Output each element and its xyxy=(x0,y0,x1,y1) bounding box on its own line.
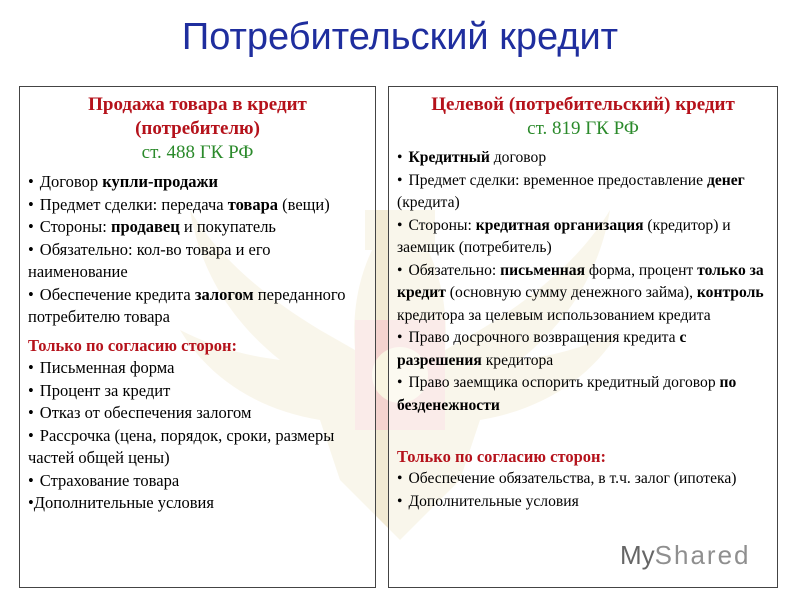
list-item-text: купли-продажи xyxy=(102,172,219,191)
list-item-text: Страхование товара xyxy=(39,470,180,490)
bullet: • xyxy=(397,329,403,346)
bullet: • xyxy=(397,470,403,487)
list-item-text: Дополнительные условия xyxy=(408,492,579,510)
list-item xyxy=(28,216,367,239)
list-item-text: переданного потребителю товара xyxy=(28,284,346,326)
list-item-text: (кредита) xyxy=(397,194,460,211)
list-item xyxy=(397,468,769,491)
bullet: • xyxy=(397,216,403,234)
list-item-text: залогом xyxy=(194,284,254,304)
list-item xyxy=(28,380,367,403)
optional-conditions-list xyxy=(28,357,367,492)
watermark-shared: Shared xyxy=(654,540,751,570)
list-item-text: Право досрочного возвращения кредита xyxy=(408,329,680,346)
panel-heading: Продажа товара в кредит xyxy=(88,94,307,115)
list-item-text: контроль xyxy=(696,284,764,301)
list-item-text: товара xyxy=(227,194,279,214)
list-item xyxy=(28,425,367,470)
list-item: •Дополнительные условия xyxy=(28,493,214,512)
list-item-text: Кредитный xyxy=(408,149,490,166)
panel-heading-sub: (потребителю) xyxy=(135,118,260,139)
conditions-list xyxy=(397,147,769,417)
list-item-text: Процент за кредит xyxy=(39,380,171,400)
list-item-text: Обязательно: кол-во товара и его наименование xyxy=(28,239,271,281)
list-item-text: письменная xyxy=(500,261,586,279)
article-reference: ст. 488 ГК РФ xyxy=(141,142,254,163)
article-reference: ст. 819 ГК РФ xyxy=(527,118,639,139)
list-item-text: с разрешения xyxy=(397,329,687,369)
bullet: • xyxy=(397,492,403,510)
myshared-watermark xyxy=(620,540,770,576)
list-item-text: (вещи) xyxy=(278,194,330,214)
optional-heading: Только по согласию сторон: xyxy=(28,335,238,355)
list-item xyxy=(397,491,769,514)
list-item xyxy=(397,170,769,215)
bullet: • xyxy=(28,172,34,191)
list-item-text: форма, процент xyxy=(585,261,698,279)
bullet: • xyxy=(397,261,403,279)
panel-heading: Целевой (потребительский) кредит xyxy=(431,94,735,115)
list-item-text: продавец xyxy=(110,217,180,236)
list-item xyxy=(397,372,769,417)
list-item xyxy=(28,284,367,329)
bullet: • xyxy=(28,239,34,259)
list-item-text: (кредитор) и заемщик (потребитель) xyxy=(397,216,731,256)
bullet: • xyxy=(28,284,34,304)
list-item-text: Отказ от обеспечения залогом xyxy=(39,403,252,422)
optional-heading: Только по согласию сторон: xyxy=(397,446,607,466)
bullet: • xyxy=(28,194,34,214)
list-item-text: Письменная форма xyxy=(39,358,175,377)
watermark-my: My xyxy=(620,540,655,570)
bullet: • xyxy=(28,217,34,236)
list-item xyxy=(397,147,769,170)
list-item xyxy=(397,215,769,260)
list-item-text: Предмет сделки: передача xyxy=(39,194,228,214)
list-item-text: Договор xyxy=(39,172,103,191)
list-item-text: Право заемщика оспорить кредитный договор xyxy=(408,374,720,391)
bullet: • xyxy=(28,470,34,490)
bullet: • xyxy=(28,425,34,445)
conditions-list xyxy=(28,171,367,329)
panel-consumer-credit xyxy=(388,86,778,588)
list-item xyxy=(28,470,367,493)
list-item-text: Стороны: xyxy=(39,217,111,236)
bullet: • xyxy=(397,149,403,166)
list-item xyxy=(28,402,367,425)
list-item-text: Обеспечение обязательства, в т.ч. залог (ипотека) xyxy=(408,470,737,487)
list-item-text: и покупатель xyxy=(179,217,276,236)
bullet: • xyxy=(397,374,403,391)
list-item xyxy=(28,239,367,284)
list-item-text: Рассрочка (цена, порядок, сроки, размеры частей общей цены) xyxy=(28,425,335,467)
bullet: • xyxy=(28,380,34,400)
slide-title: Потребительский кредит xyxy=(181,16,619,58)
list-item xyxy=(28,194,367,217)
list-item-text: Обязательно: xyxy=(408,261,501,279)
list-item-text: Обеспечение кредита xyxy=(39,284,195,304)
optional-conditions-list xyxy=(397,468,769,513)
list-item-text: (основную сумму денежного займа), xyxy=(445,284,697,301)
list-item-text: Предмет сделки: временное предоставление xyxy=(408,171,707,189)
list-item-text: кредитора за целевым использованием кредита xyxy=(397,306,711,324)
panel-sale-on-credit xyxy=(19,86,376,588)
list-item-text: Стороны: xyxy=(408,216,476,234)
bullet: • xyxy=(397,171,403,189)
list-item-text: кредитная организация xyxy=(475,216,644,234)
list-item-text: только за кредит xyxy=(397,261,764,301)
list-item xyxy=(28,171,367,194)
list-item-text: договор xyxy=(489,149,547,166)
list-item-text: кредитора xyxy=(481,351,554,369)
list-item xyxy=(28,357,367,380)
bullet: • xyxy=(28,403,34,422)
list-item-text: денег xyxy=(706,171,745,189)
list-item xyxy=(397,327,769,372)
bullet: • xyxy=(28,358,34,377)
list-item-text: по безденежности xyxy=(397,374,737,414)
list-item xyxy=(397,260,769,328)
